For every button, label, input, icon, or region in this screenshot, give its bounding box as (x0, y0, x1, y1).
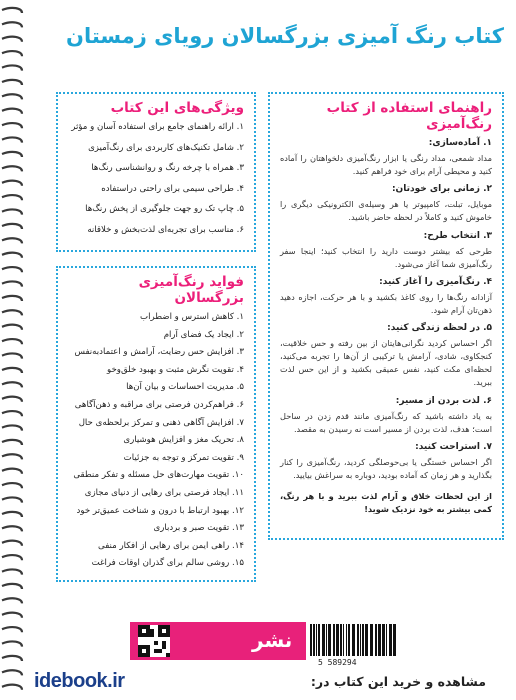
spiral-ring (2, 195, 22, 200)
spiral-binding (0, 0, 26, 700)
benefit-item: ۱۰. تقویت مهارت‌های حل مسئله و تفکر منطقی (73, 470, 244, 481)
guide-step-title: ۴. رنگ‌آمیزی را آغاز کنید: (379, 276, 492, 287)
spiral-ring (2, 181, 22, 186)
barcode-bar (352, 624, 355, 656)
spiral-ring (2, 425, 22, 430)
benefit-item: ۱. کاهش استرس و اضطراب (140, 312, 244, 322)
barcode-bar (310, 624, 312, 656)
barcode-bar (326, 624, 327, 656)
publisher-logo: نشر (252, 628, 293, 652)
spiral-ring (2, 353, 22, 358)
spiral-ring (2, 454, 22, 459)
feature-item: ۱. ارائه راهنمای جامع برای استفاده آسان و مؤثر (71, 122, 244, 132)
guide-step-text: آزادانه رنگ‌ها را روی کاغذ بکشید و با هر حرکت، اجازه دهید ذهن‌تان آرام شود. (280, 291, 492, 315)
spiral-ring (2, 555, 22, 560)
barcode-bar (316, 624, 317, 656)
guide-steps (280, 138, 492, 482)
back-cover-footer (26, 622, 498, 700)
benefit-item: ۲. ایجاد یک فضای آرام (163, 329, 244, 340)
barcode-icon (306, 622, 402, 660)
spiral-ring (2, 656, 22, 661)
barcode-bar (370, 624, 373, 656)
barcode-bar (365, 624, 368, 656)
guide-step-title: ۲. زمانی برای خودتان: (391, 184, 492, 195)
benefit-item: ۵. مدیریت احساسات و بیان آن‌ها (126, 382, 244, 393)
spiral-ring (2, 51, 22, 56)
benefit-item: ۱۵. روشی سالم برای گذران اوقات فراغت (91, 558, 244, 569)
barcode-bar (322, 624, 325, 656)
spiral-ring (2, 224, 22, 229)
benefit-item: ۳. افزایش حس رضایت، آرامش و اعتمادبه‌نفس (74, 347, 244, 358)
barcode-bar (343, 624, 344, 656)
benefit-item: ۸. تحریک مغز و افزایش هوشیاری (123, 435, 244, 446)
guide-step-text: مداد شمعی، مداد رنگی یا ابزار رنگ‌آمیزی دلخواهتان را آماده کنید و محیطی آرام برای خود فراهم کنید. (280, 153, 492, 177)
benefit-item: ۱۴. راهی ایمن برای رهایی از افکار منفی (98, 540, 244, 551)
spiral-ring (2, 80, 22, 85)
benefits-list (68, 312, 244, 570)
guide-heading: راهنمای استفاده از کتاب رنگ‌آمیزی (326, 100, 492, 132)
spiral-ring (2, 598, 22, 603)
barcode-bar (333, 624, 335, 656)
guide-step-text: به یاد داشته باشید که رنگ‌آمیزی مانند قدم زدن در ساحل است؛ هدف، لذت بردن از مسیر است نه رسیدن به مقصد. (280, 410, 492, 434)
benefit-item: ۱۳. تقویت صبر و بردباری (153, 523, 244, 534)
spiral-ring (2, 296, 22, 301)
benefit-item: ۱۱. ایجاد فرصتی برای رهایی از دنیای مجازی (84, 487, 244, 498)
spiral-ring (2, 152, 22, 157)
benefit-item: ۶. فراهم‌کردن فرصتی برای مراقبه و ذهن‌آگاهی (74, 399, 244, 410)
spiral-ring (2, 584, 22, 589)
guide-step-text: طرحی که بیشتر دوست دارید را انتخاب کنید؛ اینجا سفر رنگ‌آمیزی شما آغاز می‌شود. (280, 245, 492, 269)
barcode-bar (393, 624, 396, 656)
feature-item: ۴. طراحی سیمی برای راحتی دراستفاده (101, 183, 244, 194)
usage-guide-box (268, 92, 504, 540)
barcode-bar (318, 624, 320, 656)
spiral-ring (2, 469, 22, 474)
barcode-bar (340, 624, 342, 656)
site-banner[interactable] (26, 670, 498, 694)
spiral-ring (2, 281, 22, 286)
guide-step-text: اگر احساس خستگی یا بی‌حوصلگی کردید، رنگ‌آمیزی را کنار بگذارید و هر زمان که آماده بودید، دوباره به سراغش بیایید. (280, 456, 492, 480)
barcode-bar (382, 624, 385, 656)
barcode-bar (389, 624, 392, 656)
guide-closing: از این لحظات خلاق و آرام لذت ببرید و با هر رنگ، کمی بیشتر به خود نزدیک شوید! (280, 491, 492, 515)
qr-code-icon (138, 625, 170, 657)
benefit-item: ۹. تقویت تمرکز و توجه به جزئیات (123, 452, 244, 463)
barcode-bar (346, 624, 347, 656)
spiral-ring (2, 37, 22, 42)
feature-item: ۵. چاپ تک رو جهت جلوگیری از پخش رنگ‌ها (85, 204, 244, 215)
benefits-box (56, 266, 256, 582)
spiral-ring (2, 613, 22, 618)
site-tagline: مشاهده و خرید این کتاب در: (310, 674, 486, 689)
guide-step-title: ۶. لذت بردن از مسیر: (395, 395, 492, 406)
feature-item: ۶. مناسب برای تجربه‌ای لذت‌بخش و خلاقانه (87, 224, 244, 235)
spiral-ring (2, 209, 22, 214)
spiral-ring (2, 541, 22, 546)
spiral-ring (2, 137, 22, 142)
spiral-ring (2, 627, 22, 632)
spiral-ring (2, 569, 22, 574)
guide-step-text: اگر احساس کردید نگرانی‌هایتان از بین رفته و حس خلاقیت، کنجکاوی، شادی، آرامش یا ترکیبی از آن‌ها را تجربه می‌کنید، لحظه‌ای مکث کنید، نفس عمیقی بکشید و از این حس لذت ببرید. (280, 338, 492, 388)
benefit-item: ۷. افزایش آگاهی ذهنی و تمرکز برلحظه‌ی حال (78, 417, 244, 428)
spiral-ring (2, 382, 22, 387)
guide-step-text: موبایل، تبلت، کامپیوتر یا هر وسیله‌ی الکترونیکی دیگری را خاموش کنید و کاملاً در لحظه حاضر باشید. (280, 199, 492, 223)
spiral-ring (2, 368, 22, 373)
spiral-ring (2, 238, 22, 243)
barcode-bar (362, 624, 364, 656)
guide-step-title: ۵. در لحظه زندگی کنید: (387, 323, 492, 333)
spiral-ring (2, 483, 22, 488)
barcode-bar (357, 624, 359, 656)
barcode-bar (348, 624, 350, 656)
benefit-item: ۱۲. بهبود ارتباط با درون و شناخت عمیق‌تر خود (76, 505, 244, 516)
spiral-ring (2, 8, 22, 13)
guide-step-title: ۷. استراحت کنید: (415, 441, 492, 452)
barcode-bar (328, 624, 331, 656)
features-list (68, 122, 244, 237)
idebook-logo[interactable]: idebook.ir (34, 670, 125, 692)
barcode-bar (375, 624, 377, 656)
spiral-ring (2, 440, 22, 445)
barcode-bar (313, 624, 315, 656)
benefit-item: ۴. تقویت نگرش مثبت و بهبود خلق‌وخو (107, 364, 244, 375)
barcode-bar (336, 624, 339, 656)
isbn-number: 5 589294 (318, 658, 357, 667)
guide-step-title: ۱. آماده‌سازی: (428, 138, 492, 148)
spiral-ring (2, 411, 22, 416)
features-heading: ویژگی‌های این کتاب (110, 100, 244, 116)
spiral-ring (2, 325, 22, 330)
spiral-ring (2, 641, 22, 646)
feature-item: ۲. شامل تکنیک‌های کاربردی برای رنگ‌آمیزی (88, 142, 244, 153)
feature-item: ۳. همراه با چرخه رنگ و روانشناسی رنگ‌ها (91, 163, 244, 174)
spiral-ring (2, 397, 22, 402)
spiral-ring (2, 253, 22, 258)
spiral-ring (2, 166, 22, 171)
spiral-ring (2, 310, 22, 315)
spiral-ring (2, 512, 22, 517)
benefits-heading: فواید رنگ‌آمیزی بزرگسالان (138, 274, 244, 306)
page-title: کتاب رنگ آمیزی بزرگسالان رویای زمستان (66, 24, 504, 48)
spiral-ring (2, 526, 22, 531)
barcode-bar (360, 624, 361, 656)
barcode-bar (378, 624, 381, 656)
guide-step-title: ۳. انتخاب طرح: (423, 230, 492, 241)
spiral-ring (2, 22, 22, 27)
spiral-ring (2, 670, 22, 675)
features-box (56, 92, 256, 252)
spiral-ring (2, 497, 22, 502)
spiral-ring (2, 267, 22, 272)
spiral-ring (2, 65, 22, 70)
spiral-ring (2, 94, 22, 99)
spiral-ring (2, 123, 22, 128)
spiral-ring (2, 339, 22, 344)
spiral-ring (2, 685, 22, 690)
spiral-ring (2, 109, 22, 114)
barcode-bar (386, 624, 387, 656)
book-page (26, 0, 516, 700)
